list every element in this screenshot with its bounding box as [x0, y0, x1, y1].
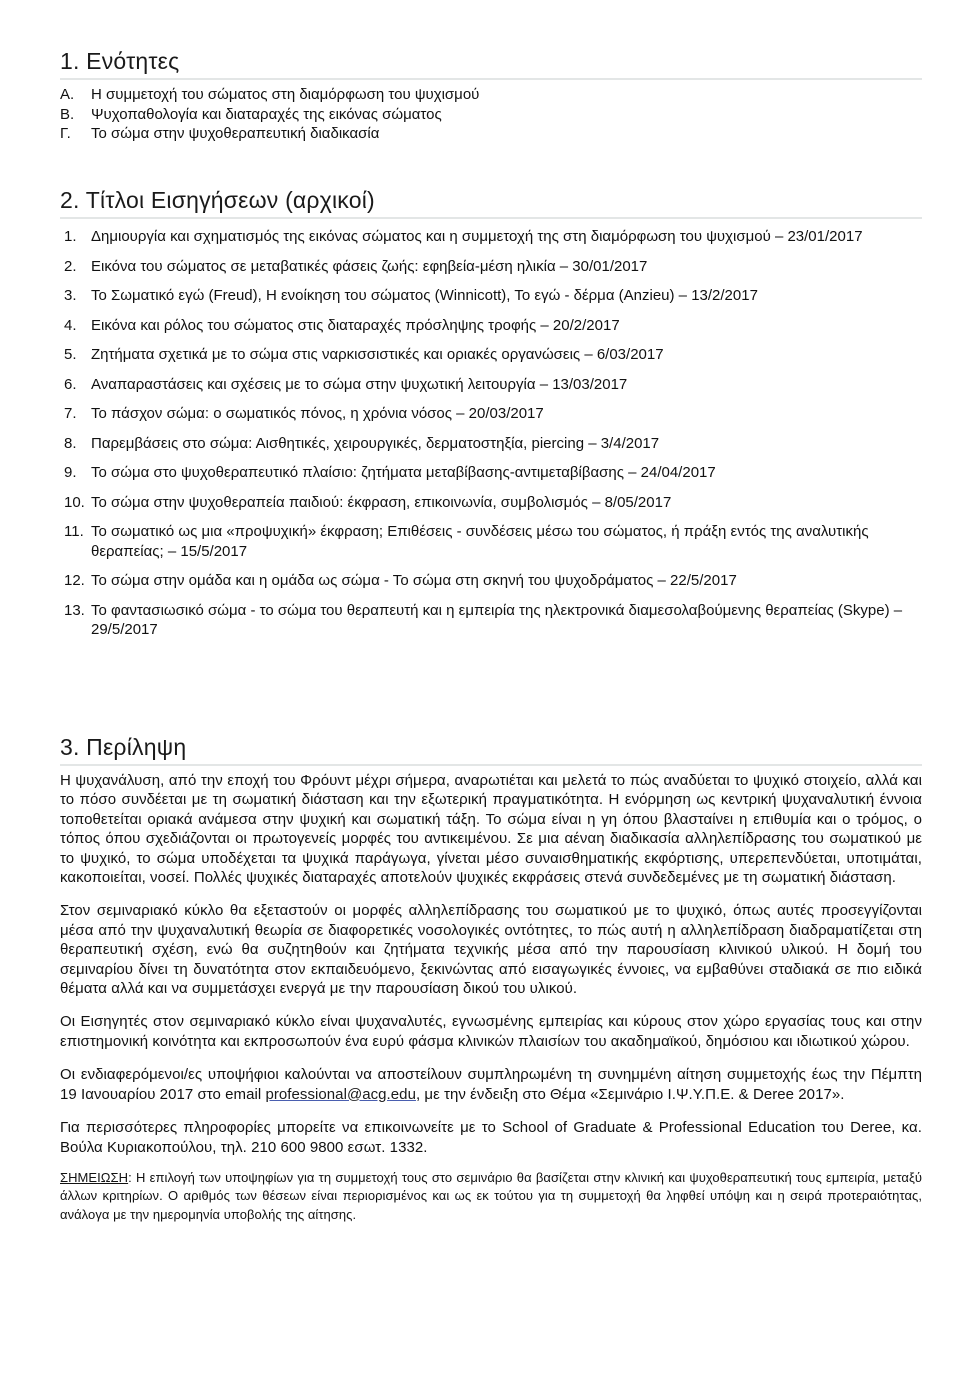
list-item [60, 227, 922, 247]
list-item [60, 316, 922, 336]
application-text: Οι ενδιαφερόμενοι/ες υποψήφιοι καλούνται να αποστείλουν συμπληρωμένη τη συνημμένη αίτηση συμμετοχής έως την Πέμπτη 19 Ιανουαρίου 2017 στο email [60, 1066, 922, 1103]
list-marker: 9. [64, 464, 77, 481]
list-text: Αναπαραστάσεις και σχέσεις με το σώμα στην ψυχωτική λειτουργία – 13/03/2017 [91, 375, 628, 393]
section-summary [60, 733, 922, 1238]
note-text: : Η επιλογή των υποψηφίων για τη συμμετοχή τους στο σεμινάριο θα βασίζεται στην κλινική και ψυχοθεραπευτική τους εμπειρία, μεταξύ άλλων κριτηρίων. Ο αριθμός των θέσεων είναι περιορισμένος και ως εκ τούτου για τη συμμετοχή θα ληφθεί υπόψη και η σειρά προτεραιότητας, ανάλογα με την ημερομηνία υποβολής της αίτησης. [60, 1169, 922, 1222]
list-item [60, 404, 922, 424]
summary-paragraph-5: Για περισσότερες πληροφορίες μπορείτε να επικοινωνείτε με το School of Graduate & Professional Education του Deree, κα. Βούλα Κυριακοπούλου, τηλ. 210 600 9800 εσωτ. 1332. [60, 1119, 922, 1156]
summary-paragraph-1: Η ψυχανάλυση, από την εποχή του Φρόυντ μέχρι σήμερα, αναρωτιέται και μελετά το πώς αναδύεται το ψυχικό στοιχείο, αλλά και το πόσο συνδέεται με τη σωματική διάσταση και την εξωτερική πραγματικότητα. Η ενόρμηση ως κεντρική ψυχαναλυτική έννοια τοποθετείται οριακά ανάμεσα στην ψυχική και σωματική τάξη. Το σώμα είναι η γη όπου βλασταίνει η επιθυμία και ο τρόμος, ο τόπος όπου σχεδιάζονται οι πρωτογενείς μορφές του αντικειμένου. Σε μια αέναη διαδικασία αλληλεπίδρασης του σωματικού με το ψυχικό, το σώμα υποδέχεται τα ψυχικά παράγωγα, γίνεται μέσο συναισθηματικής εκφόρτισης, υπερεπενδύεται, υποτιμάται, κακοποιείται, νοσεί. Πολλές ψυχικές διαταραχές αποτελούν ψυχικές εκφράσεις στενά συνδεδεμένες με τη σωματική διάσταση. [60, 772, 922, 887]
list-item [60, 434, 922, 454]
summary-paragraph-4 [60, 1065, 922, 1104]
section-title-lectures: 2. Τίτλοι Εισηγήσεων (αρχικοί) [60, 186, 922, 219]
list-item [60, 493, 922, 513]
lectures-list [60, 227, 922, 640]
list-marker: Γ. [60, 125, 71, 142]
list-item [60, 257, 922, 277]
list-marker: 7. [64, 405, 77, 422]
list-marker: 1. [64, 228, 77, 245]
list-marker: 10. [64, 493, 85, 511]
section-units [60, 47, 922, 144]
list-marker: 6. [64, 375, 77, 393]
section-title-units: 1. Ενότητες [60, 47, 922, 80]
list-item [60, 85, 922, 105]
list-marker: 2. [64, 257, 77, 275]
list-item [60, 571, 922, 591]
list-marker: 11. [64, 523, 84, 540]
list-item [60, 463, 922, 483]
list-item [60, 105, 922, 125]
list-text: Εικόνα του σώματος σε μεταβατικές φάσεις ζωής: εφηβεία-μέση ηλικία – 30/01/2017 [91, 257, 648, 275]
email-link[interactable]: professional@acg.edu [265, 1085, 416, 1103]
list-text: Το Σωματικό εγώ (Freud), Η ενοίκηση του σώματος (Winnicott), Το εγώ - δέρμα (Anzieu) – 13/2/2017 [91, 287, 758, 304]
summary-paragraph-2: Στον σεμιναριακό κύκλο θα εξεταστούν οι μορφές αλληλεπίδρασης του σωματικού με το ψυχικό, όπως αυτές προσεγγίζονται μέσα από την ψυχαναλυτική θεωρία σε διαφορετικές νοσολογικές οντότητες, το πώς αυτή η αλληλεπίδραση διαδραματίζεται στη θεραπευτική σχέση, ενώ θα συζητηθούν και ζητήματα τεχνικής μέσα από την παρουσίαση κλινικού υλικού. Η δομή του σεμιναρίου δίνει τη δυνατότητα στον εκπαιδευόμενο, ξεκινώντας από εισαγωγικές έννοιες, να εμβαθύνει σταδιακά σε πιο ειδικά θέματα αλλά και να συμμετάσχει ενεργά με την παρουσίαση δικού του υλικού. [60, 902, 922, 998]
list-text: Το φαντασιωσικό σώμα - το σώμα του θεραπευτή και η εμπειρία της ηλεκτρονικά διαμεσολαβούμενης θεραπείας (Skype) – 29/5/2017 [91, 601, 903, 638]
list-marker: 13. [64, 601, 85, 619]
list-item [60, 286, 922, 306]
list-text: Η συμμετοχή του σώματος στη διαμόρφωση του ψυχισμού [91, 86, 480, 103]
list-text: Το σώμα στην ομάδα και η ομάδα ως σώμα - Το σώμα στη σκηνή του ψυχοδράματος – 22/5/2017 [91, 572, 737, 589]
list-text: Ζητήματα σχετικά με το σώμα στις ναρκισσιστικές και οριακές οργανώσεις – 6/03/2017 [91, 346, 664, 363]
list-text: Το σωματικό ως μια «προψυχική» έκφραση; Επιθέσεις - συνδέσεις μέσω του σώματος, ή πράξη εντός της αναλυτικής θεραπείας; – 15/5/2017 [91, 523, 869, 560]
list-text: Το πάσχον σώμα: ο σωματικός πόνος, η χρόνια νόσος – 20/03/2017 [91, 405, 544, 422]
list-text: Εικόνα και ρόλος του σώματος στις διαταραχές πρόσληψης τροφής – 20/2/2017 [91, 316, 620, 334]
list-item [60, 601, 922, 640]
list-item [60, 375, 922, 395]
list-marker: 4. [64, 316, 77, 334]
application-subject-text: , με την ένδειξη στο Θέμα «Σεμινάριο Ι.Ψ.Υ.Π.Ε. & Deree 2017». [415, 1085, 845, 1103]
list-item [60, 124, 922, 144]
section-lectures [60, 186, 922, 650]
list-item [60, 345, 922, 365]
list-marker: 12. [64, 572, 85, 589]
list-marker: 8. [64, 434, 77, 452]
list-marker: Β. [60, 105, 75, 123]
summary-paragraph-3: Οι Εισηγητές στον σεμιναριακό κύκλο είναι ψυχαναλυτές, εγνωσμένης εμπειρίας και κύρους στον χώρο εργασίας τους και στην επιστημονική κοινότητα και εκπροσωπούν ένα ευρύ φάσμα κλινικών πλαισίων του ακαδημαϊκού, δημόσιου και ιδιωτικού χώρου. [60, 1013, 922, 1050]
units-list [60, 85, 922, 144]
list-text: Το σώμα στο ψυχοθεραπευτικό πλαίσιο: ζητήματα μεταβίβασης-αντιμεταβίβασης – 24/04/2017 [91, 464, 716, 481]
summary-body [60, 771, 922, 1224]
note-paragraph [60, 1169, 922, 1225]
list-text: Παρεμβάσεις στο σώμα: Αισθητικές, χειρουργικές, δερματοστηξία, piercing – 3/4/2017 [91, 434, 660, 452]
list-marker: 3. [64, 287, 77, 304]
list-marker: 5. [64, 346, 77, 363]
list-text: Δημιουργία και σχηματισμός της εικόνας σώματος και η συμμετοχή της στη διαμόρφωση του ψυχισμού – 23/01/2017 [91, 228, 863, 245]
list-text: Ψυχοπαθολογία και διαταραχές της εικόνας σώματος [91, 105, 442, 123]
list-text: Το σώμα στην ψυχοθεραπευτική διαδικασία [91, 125, 380, 142]
section-title-summary: 3. Περίληψη [60, 733, 922, 766]
note-label: ΣΗΜΕΙΩΣΗ [60, 1169, 129, 1185]
list-marker: Α. [60, 86, 75, 103]
list-item [60, 522, 922, 561]
list-text: Το σώμα στην ψυχοθεραπεία παιδιού: έκφραση, επικοινωνία, συμβολισμός – 8/05/2017 [91, 493, 672, 511]
